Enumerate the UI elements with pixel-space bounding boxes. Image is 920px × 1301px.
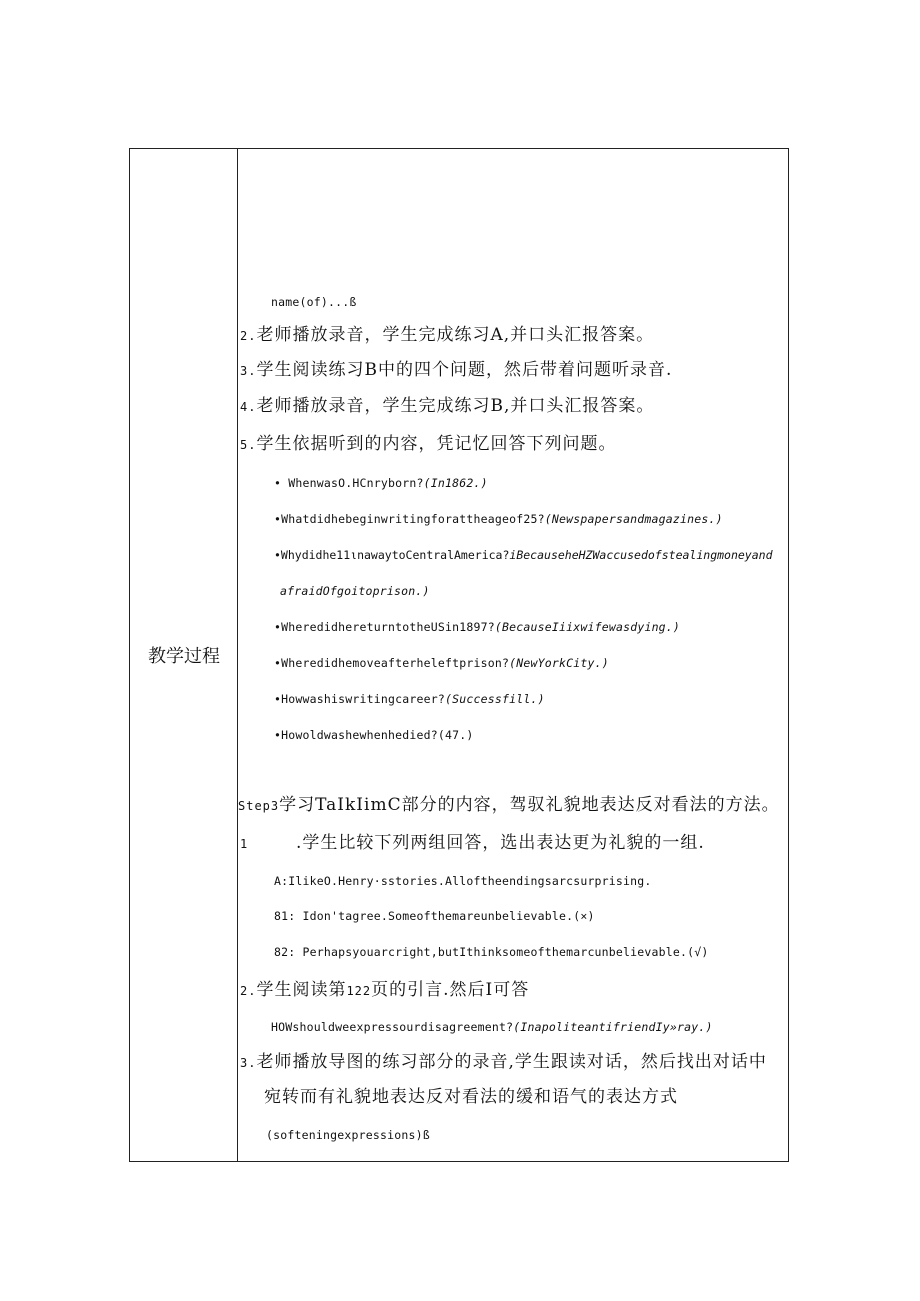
question-1 — [274, 474, 488, 492]
sub-number: 3. — [240, 1056, 257, 1070]
answer-text: iBecauseheHZWaccusedofstealingmoneyand — [509, 548, 773, 562]
answer-text: (Newspapersandmagazines.) — [544, 512, 723, 526]
dialog-line-a: A:IlikeO.Henry·sstories.Alloftheendingsarcsurprising. — [274, 874, 652, 888]
answer-text: (InapoliteantifriendIy»ray.) — [513, 1020, 713, 1034]
question-3-continued: afraidOfgoitoprison.) — [280, 584, 430, 598]
question-text: •Whatdidhebeginwritingforattheageof25? — [274, 512, 545, 526]
step-item-5 — [240, 431, 616, 458]
sub-item-2 — [240, 977, 529, 1004]
sub-number: 2. — [240, 984, 257, 998]
softening-expressions: (softeningexpressions)ß — [266, 1128, 430, 1142]
question-7: •Howoldwashewhenhedied?(47.) — [274, 728, 474, 742]
sub-item-3 — [240, 1049, 767, 1076]
step-number: 4. — [240, 400, 257, 414]
question-text: •Wheredidhemoveafterheleftprison? — [274, 656, 510, 670]
question-text: •Howwashiswritingcareer? — [274, 692, 445, 706]
question-text: HOWshouldweexpressourdisagreement? — [271, 1020, 514, 1034]
sub-text: .学生比较下列两组回答，选出表达更为礼貌的一组. — [296, 833, 705, 853]
sub-item-3-continued: 宛转而有礼貌地表达反对看法的缓和语气的表达方式 — [264, 1087, 678, 1107]
question-4 — [274, 618, 680, 636]
question-5 — [274, 654, 609, 672]
step-item-3 — [240, 357, 672, 384]
step3-text: 学习TaIkIimC部分的内容，驾驭礼貌地表达反对看法的方法。 — [279, 795, 780, 815]
step-text: 老师播放录音，学生完成练习A,并口头汇报答案。 — [256, 325, 655, 345]
sub-text: 学生阅读第 — [256, 980, 347, 1000]
lesson-plan-table — [129, 148, 789, 1162]
disagreement-question — [271, 1018, 713, 1036]
answer-text: (Successfill.) — [444, 692, 545, 706]
line-name-of: name(of)...ß — [271, 295, 357, 309]
step3-prefix: Step3 — [238, 799, 280, 813]
step-number: 2. — [240, 329, 257, 343]
question-2 — [274, 510, 723, 528]
question-3 — [274, 546, 773, 564]
step-number: 3. — [240, 364, 257, 378]
section-label-teaching-process: 教学过程 — [148, 646, 220, 667]
step-text: 学生阅读练习B中的四个问题，然后带着问题听录音. — [256, 360, 673, 380]
content-cell — [238, 149, 788, 1161]
page-number: 122 — [346, 984, 372, 998]
step-text: 老师播放录音，学生完成练习B,并口头汇报答案。 — [256, 396, 655, 416]
dialog-line-b1: 81: Idon'tagree.Someofthemareunbelievable.(×) — [274, 909, 595, 923]
question-6 — [274, 690, 545, 708]
step-item-4 — [240, 393, 654, 420]
step-text: 学生依据听到的内容，凭记忆回答下列问题。 — [256, 434, 617, 454]
sub-text-cont: 页的引言.然后I可答 — [371, 980, 530, 1000]
question-text: •Whydidhe11ιnawaytoCentralAmerica? — [274, 548, 510, 562]
answer-text: (In1862.) — [423, 476, 488, 490]
answer-text: (NewYorkCity.) — [509, 656, 609, 670]
step-item-2 — [240, 322, 654, 349]
question-text: •WheredidhereturntotheUSin1897? — [274, 620, 495, 634]
step-number: 5. — [240, 438, 257, 452]
label-column — [130, 149, 238, 1161]
answer-text: (BecauseIiixwifewasdying.) — [494, 620, 681, 634]
sub-number: 1 — [240, 837, 249, 851]
sub-text: 老师播放导图的练习部分的录音,学生跟读对话，然后找出对话中 — [256, 1052, 767, 1072]
dialog-line-b2: 82: Perhapsyouarcright,butIthinksomeofthemarcunbelievable.(√) — [274, 945, 709, 959]
step3-heading — [238, 792, 780, 819]
sub-item-1 — [240, 830, 705, 857]
question-text: • WhenwasO.HCnryborn? — [274, 476, 424, 490]
